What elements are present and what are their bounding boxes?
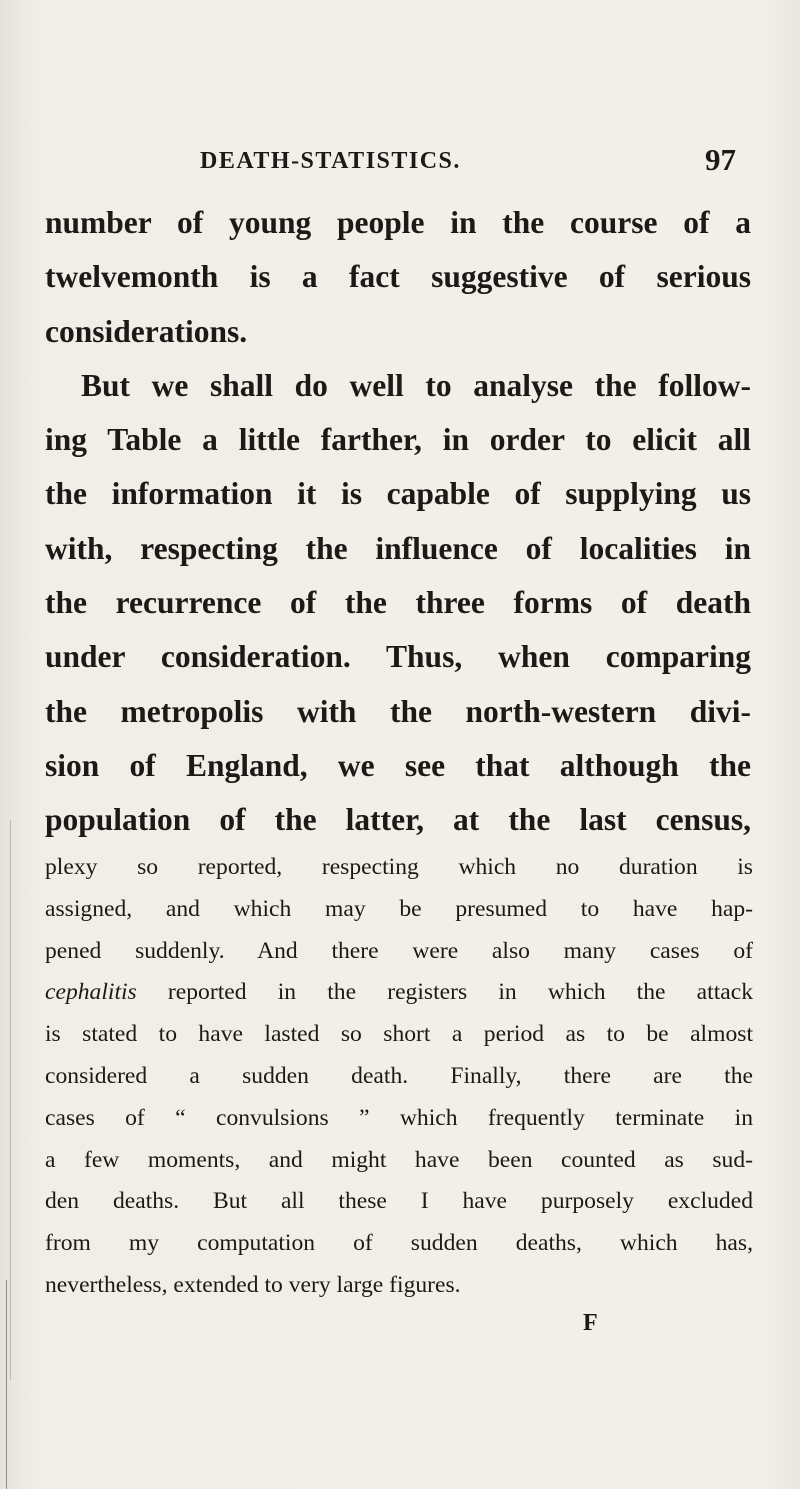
- gutter-shadow: [10, 820, 11, 1380]
- gutter-line: [6, 1280, 7, 1489]
- footnote-line: pened suddenly. And there were also many cases of: [45, 937, 753, 964]
- footnote-line-rest: reported in the registers in which the attack: [136, 979, 753, 1006]
- running-head: DEATH-STATISTICS.: [200, 148, 461, 174]
- footnote-line: a few moments, and might have been counted as sud-: [45, 1146, 753, 1173]
- page-header: [0, 142, 800, 182]
- text-line: the recurrence of the three forms of death: [45, 585, 751, 621]
- footnote-line: is stated to have lasted so short a period as to be almost: [45, 1021, 753, 1048]
- text-line: population of the latter, at the last census,: [45, 802, 751, 838]
- italic-term: cephalitis: [45, 979, 137, 1006]
- footnote-line: considered a sudden death. Finally, there are the: [45, 1062, 753, 1089]
- footnote-line: den deaths. But all these I have purposely excluded: [45, 1188, 753, 1215]
- text-line: sion of England, we see that although the: [45, 747, 751, 783]
- footnote-line: cases of “ convulsions ” which frequently terminate in: [45, 1104, 753, 1131]
- text-line: considerations.: [45, 313, 248, 349]
- footnote: [45, 847, 753, 1307]
- signature-mark: F: [583, 1310, 598, 1336]
- text-line: But we shall do well to analyse the follow-: [81, 367, 751, 403]
- footnote-line: nevertheless, extended to very large figures.: [45, 1271, 461, 1298]
- text-line: twelvemonth is a fact suggestive of serious: [45, 259, 751, 295]
- footnote-line: from my computation of sudden deaths, which has,: [45, 1230, 753, 1257]
- footnote-line: [45, 972, 753, 1014]
- main-text: [45, 196, 751, 848]
- page-number: 97: [705, 142, 736, 177]
- text-line: under consideration. Thus, when comparing: [45, 639, 751, 675]
- footnote-line: assigned, and which may be presumed to have hap-: [45, 895, 753, 922]
- text-line: ing Table a little farther, in order to elicit all: [45, 422, 751, 458]
- text-line: the metropolis with the north-western divi-: [45, 693, 751, 729]
- text-line: the information it is capable of supplying us: [45, 476, 751, 512]
- text-line: with, respecting the influence of localities in: [45, 530, 751, 566]
- footnote-line: plexy so reported, respecting which no duration is: [45, 854, 753, 880]
- text-line: number of young people in the course of a: [45, 205, 751, 240]
